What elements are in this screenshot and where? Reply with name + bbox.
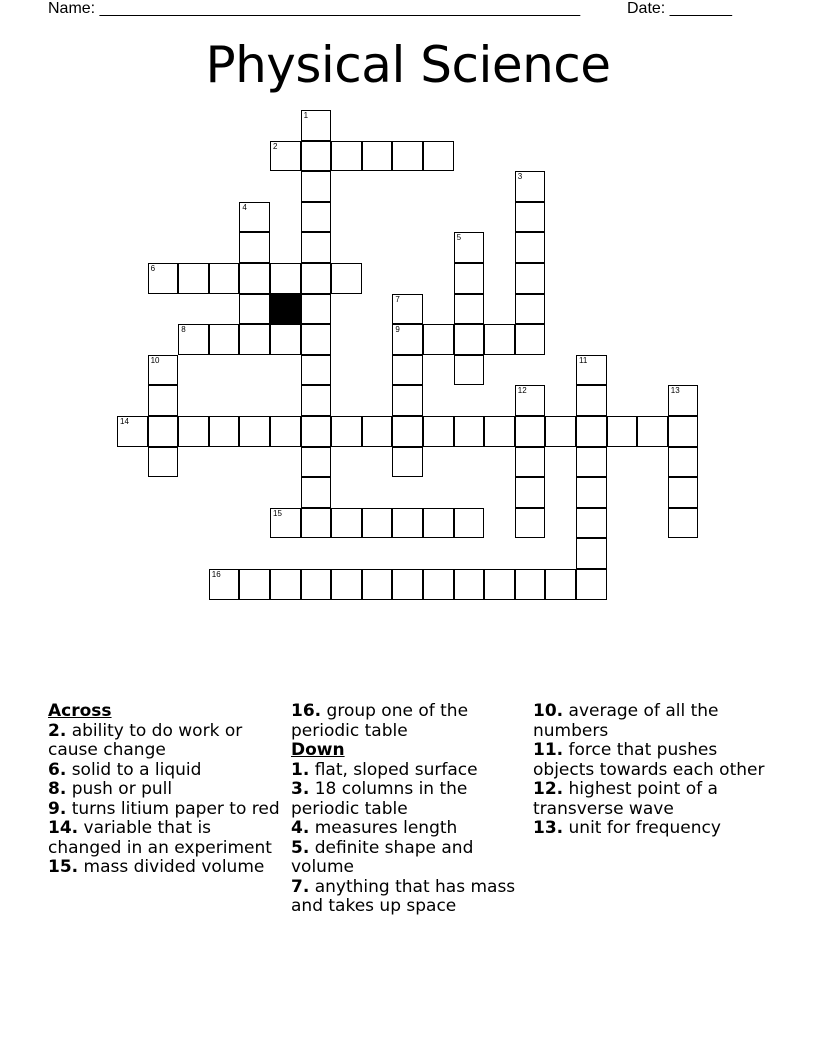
- grid-cell[interactable]: [484, 324, 515, 355]
- grid-cell[interactable]: [362, 569, 393, 600]
- grid-cell[interactable]: [576, 538, 607, 569]
- grid-cell[interactable]: [270, 508, 301, 539]
- grid-cell[interactable]: [454, 324, 485, 355]
- grid-cell[interactable]: [301, 324, 332, 355]
- clue-number: 8: [181, 325, 186, 335]
- clue-across-16: 16. group one of the periodic table: [291, 701, 469, 741]
- date-field-label[interactable]: Date: _______: [627, 0, 732, 17]
- clue-number: 6: [150, 264, 156, 273]
- grid-cell[interactable]: [301, 385, 332, 416]
- grid-cell[interactable]: [423, 569, 454, 600]
- grid-cell[interactable]: [362, 508, 393, 539]
- grid-cell[interactable]: [454, 263, 485, 294]
- grid-cell[interactable]: [515, 385, 546, 416]
- grid-cell[interactable]: [331, 141, 362, 172]
- clue-across-2: 2. ability to do work or cause change: [48, 720, 243, 760]
- grid-cell[interactable]: [423, 416, 454, 447]
- grid-cell[interactable]: [545, 416, 576, 447]
- clue-number: 2: [273, 141, 278, 151]
- grid-cell[interactable]: [576, 416, 607, 447]
- grid-cell[interactable]: [423, 324, 454, 355]
- grid-cell[interactable]: [301, 171, 332, 202]
- clue-number: 3: [517, 172, 523, 182]
- grid-block: [270, 294, 301, 325]
- grid-cell[interactable]: [239, 263, 270, 294]
- clues-column-1: [48, 702, 284, 878]
- grid-cell[interactable]: [515, 202, 546, 233]
- grid-cell[interactable]: [148, 355, 179, 386]
- grid-cell[interactable]: [301, 232, 332, 263]
- grid-cell[interactable]: [545, 569, 576, 600]
- grid-cell[interactable]: [515, 569, 546, 600]
- clue-number: 15: [273, 508, 282, 518]
- clue-down-4: 4. measures length: [291, 818, 458, 838]
- clue-down-5: 5. definite shape and volume: [291, 837, 474, 877]
- grid-cell[interactable]: [454, 508, 485, 539]
- grid-cell[interactable]: [301, 477, 332, 508]
- grid-cell[interactable]: [239, 202, 270, 233]
- clue-number: 12: [517, 386, 527, 396]
- grid-cell[interactable]: [239, 294, 270, 325]
- grid-cell[interactable]: [392, 508, 423, 539]
- clue-across-15: 15. mass divided volume: [48, 857, 265, 877]
- grid-cell[interactable]: [239, 324, 270, 355]
- grid-cell[interactable]: [668, 477, 699, 508]
- grid-cell[interactable]: [668, 416, 699, 447]
- clue-down-13: 13. unit for frequency: [533, 818, 721, 838]
- grid-cell[interactable]: [301, 416, 332, 447]
- clue-across-6: 6. solid to a liquid: [48, 759, 202, 780]
- clues-column-2: [291, 702, 527, 917]
- grid-cell[interactable]: [607, 416, 638, 447]
- grid-cell[interactable]: [301, 110, 332, 141]
- grid-cell[interactable]: [392, 385, 423, 416]
- grid-cell[interactable]: [515, 508, 546, 539]
- grid-cell[interactable]: [301, 141, 332, 172]
- grid-cell[interactable]: [576, 355, 607, 386]
- grid-cell[interactable]: [392, 324, 423, 355]
- down-heading: Down: [291, 740, 345, 760]
- clue-down-7: 7. anything that has mass and takes up space: [291, 876, 516, 916]
- grid-cell[interactable]: [454, 294, 485, 325]
- grid-cell[interactable]: [331, 569, 362, 600]
- grid-cell[interactable]: [668, 385, 699, 416]
- grid-cell[interactable]: [209, 416, 240, 447]
- grid-cell[interactable]: [301, 294, 332, 325]
- grid-cell[interactable]: [148, 416, 179, 447]
- grid-cell[interactable]: [392, 569, 423, 600]
- grid-cell[interactable]: [270, 569, 301, 600]
- clue-across-8: 8. push or pull: [48, 779, 173, 799]
- grid-cell[interactable]: [454, 569, 485, 600]
- grid-cell[interactable]: [392, 416, 423, 447]
- grid-cell[interactable]: [301, 263, 332, 294]
- grid-cell[interactable]: [484, 416, 515, 447]
- grid-cell[interactable]: [148, 385, 179, 416]
- grid-cell[interactable]: [392, 294, 423, 325]
- grid-cell[interactable]: [239, 416, 270, 447]
- grid-cell[interactable]: [515, 263, 546, 294]
- grid-cell[interactable]: [117, 416, 148, 447]
- clue-number: 9: [395, 325, 400, 335]
- clue-down-1: 1. flat, sloped surface: [291, 759, 478, 780]
- grid-cell[interactable]: [392, 141, 423, 172]
- grid-cell[interactable]: [515, 294, 546, 325]
- grid-cell[interactable]: [331, 416, 362, 447]
- clue-down-10: 10. average of all the numbers: [533, 701, 719, 741]
- grid-cell[interactable]: [576, 477, 607, 508]
- grid-cell[interactable]: [484, 569, 515, 600]
- grid-cell[interactable]: [301, 569, 332, 600]
- clue-number: 5: [456, 233, 462, 243]
- grid-cell[interactable]: [209, 569, 240, 600]
- grid-cell[interactable]: [148, 447, 179, 478]
- grid-cell[interactable]: [270, 141, 301, 172]
- grid-cell[interactable]: [209, 263, 240, 294]
- clue-number: 10: [150, 355, 160, 365]
- clue-across-14: 14. variable that is changed in an experiment: [48, 818, 272, 858]
- clues-column-3: [533, 702, 769, 839]
- grid-cell[interactable]: [515, 477, 546, 508]
- grid-cell[interactable]: [576, 569, 607, 600]
- clue-number: 7: [395, 294, 400, 304]
- grid-cell[interactable]: [576, 447, 607, 478]
- clue-number: 11: [579, 355, 588, 365]
- grid-cell[interactable]: [515, 416, 546, 447]
- grid-cell[interactable]: [239, 232, 270, 263]
- grid-cell[interactable]: [576, 385, 607, 416]
- grid-cell[interactable]: [576, 508, 607, 539]
- grid-cell[interactable]: [301, 202, 332, 233]
- clue-down-12: 12. highest point of a transverse wave: [533, 779, 718, 819]
- grid-cell[interactable]: [423, 141, 454, 172]
- name-field-label[interactable]: Name: ______________________________________________________: [48, 0, 581, 17]
- grid-cell[interactable]: [331, 508, 362, 539]
- grid-cell[interactable]: [392, 447, 423, 478]
- grid-cell[interactable]: [668, 447, 699, 478]
- clue-number: 1: [303, 111, 309, 120]
- clue-across-9: 9. turns litium paper to red: [48, 798, 280, 819]
- grid-cell[interactable]: [148, 263, 179, 294]
- grid-cell[interactable]: [362, 416, 393, 447]
- clue-number: 13: [670, 386, 680, 396]
- clue-number: 16: [211, 570, 221, 579]
- grid-cell[interactable]: [454, 232, 485, 263]
- clue-down-11: 11. force that pushes objects towards each other: [533, 740, 765, 780]
- across-heading: Across: [48, 701, 112, 721]
- grid-cell[interactable]: [178, 263, 209, 294]
- grid-cell[interactable]: [270, 324, 301, 355]
- grid-cell[interactable]: [392, 355, 423, 386]
- grid-cell[interactable]: [515, 447, 546, 478]
- grid-cell[interactable]: [178, 324, 209, 355]
- grid-cell[interactable]: [270, 416, 301, 447]
- grid-cell[interactable]: [301, 447, 332, 478]
- grid-cell[interactable]: [239, 569, 270, 600]
- grid-cell[interactable]: [178, 416, 209, 447]
- clue-number: 4: [242, 202, 247, 212]
- grid-cell[interactable]: [515, 171, 546, 202]
- grid-cell[interactable]: [331, 263, 362, 294]
- grid-cell[interactable]: [270, 263, 301, 294]
- grid-cell[interactable]: [423, 508, 454, 539]
- grid-cell[interactable]: [515, 232, 546, 263]
- grid-cell[interactable]: [362, 141, 393, 172]
- grid-cell[interactable]: [301, 508, 332, 539]
- page-title: Physical Science: [205, 36, 611, 94]
- grid-cell[interactable]: [454, 355, 485, 386]
- grid-cell[interactable]: [515, 324, 546, 355]
- grid-cell[interactable]: [637, 416, 668, 447]
- clue-number: 14: [120, 417, 129, 426]
- grid-cell[interactable]: [301, 355, 332, 386]
- grid-cell[interactable]: [454, 416, 485, 447]
- grid-cell[interactable]: [668, 508, 699, 539]
- grid-cell[interactable]: [209, 324, 240, 355]
- clue-down-3: 3. 18 columns in the periodic table: [291, 779, 468, 819]
